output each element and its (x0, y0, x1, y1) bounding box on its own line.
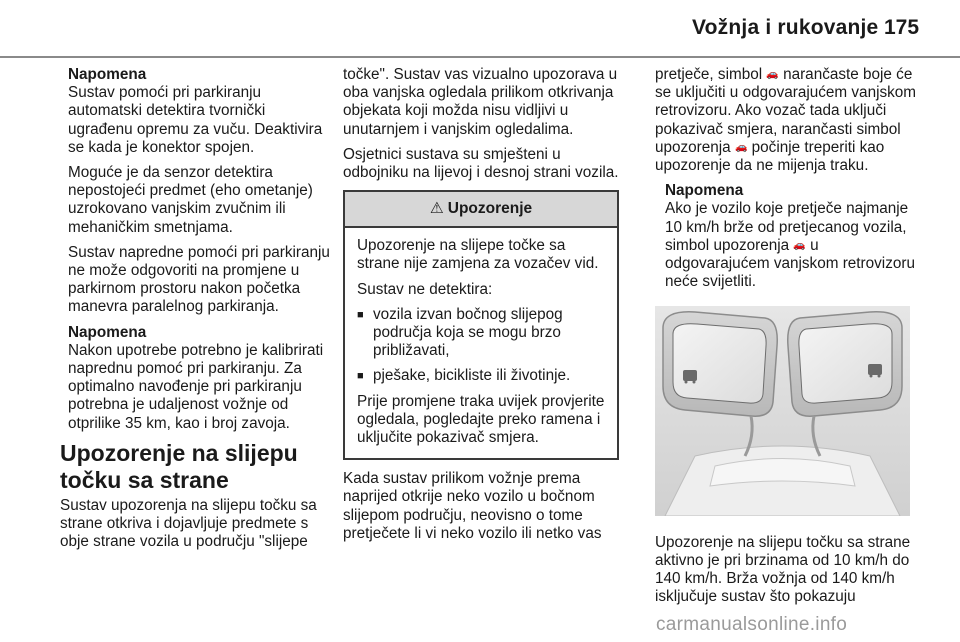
mirrors-illustration (655, 306, 910, 516)
paragraph: pretječe, simbol 🚗 narančaste boje će se uključiti u odgovarajućem vanjskom retrovizoru. Ako vozač tada uključi pokazivač smjera, narančasti simbol upozorenja 🚗 počinje treperiti kao upozorenje da ne mijenja traku. (655, 66, 917, 175)
bullet-text: vozila izvan bočnog slijepog područja koja se mogu brzo približavati, (373, 305, 563, 360)
warning-icon: ⚠ (429, 200, 444, 218)
paragraph: Moguće je da senzor detektira nepostojeći predmet (eho ometanje) uzrokovano vanjskim zvučnim ili mehaničkim smetnjama. (68, 164, 313, 236)
note-text: Ako je vozilo koje pretječe najmanje 10 km/h brže od pretjecanog vozila, simbol upozorenja 🚗 u odgovarajućem vanjskom retrovizoru neće svijetliti. (665, 200, 915, 291)
paragraph: Kada sustav prilikom vožnje prema naprijed otkrije neko vozilo u bočnom slijepom području, neovisno o tome pretječete li vi neko vozilo ili netko vas (343, 470, 602, 542)
warning-bullet (357, 306, 607, 361)
warning-paragraph: Upozorenje na slijepe točke sa strane nije zamjena za vozačev vid. (357, 237, 599, 273)
blind-spot-car-icon: 🚗 (793, 239, 806, 251)
header-rule (0, 56, 960, 58)
right-mirror-glass (799, 324, 892, 403)
note-text: Nakon upotrebe potrebno je kalibrirati naprednu pomoć pri parkiranju. Za optimalno navođenje pri parkiranju potrebna je udaljenost vožnje od otprilike 35 km, kao i broj zavoja. (68, 341, 324, 432)
column-middle (343, 66, 621, 550)
warning-title: Upozorenje (447, 200, 533, 218)
warning-bullet (357, 367, 607, 385)
paragraph: Upozorenje na slijepu točku sa strane aktivno je pri brzinama od 10 km/h do 140 km/h. Brža vožnja od 140 km/h isključuje sustav što pokazuju (655, 533, 911, 606)
column-left (60, 66, 330, 558)
column-right (655, 66, 925, 613)
note-heading: Napomena (68, 66, 147, 83)
paragraph: Osjetnici sustava su smješteni u odbojniku na lijevoj i desnoj strani vozila. (343, 145, 619, 182)
bullet-text: pješake, bicikliste ili životinje. (373, 367, 571, 385)
page-header-title: Vožnja i rukovanje (692, 16, 879, 39)
note-heading: Napomena (68, 323, 147, 341)
right-blind-spot-symbol (868, 364, 882, 375)
warning-header (345, 192, 617, 228)
bullet-square-icon: ■ (357, 370, 364, 383)
left-blind-spot-symbol (683, 370, 697, 381)
note (665, 182, 925, 291)
warning-body (345, 228, 617, 458)
paragraph: točke". Sustav vas vizualno upozorava u oba vanjska ogledala prilikom otkrivanja objekata koji možda nisu vidljivi u unutarnjem i vanjskim ogledalima. (343, 66, 618, 138)
note-text: Sustav pomoći pri parkiranju automatski detektira tvornički ugrađenu opremu za vuču. Deaktivira se kada je konektor spojen. (68, 84, 323, 156)
warning-paragraph: Sustav ne detektira: (357, 280, 493, 298)
watermark-text: carmanualsonline.info (656, 614, 848, 635)
bullet-square-icon: ■ (357, 308, 364, 321)
section-paragraph: Sustav upozorenja na slijepu točku sa strane otkriva i dojavljuje predmete s obje strane vozila u području "slijepe (60, 496, 317, 551)
warning-box (343, 190, 619, 460)
left-mirror-glass (673, 324, 766, 403)
page-number: 175 (884, 16, 920, 39)
note-heading: Napomena (665, 182, 744, 200)
warning-paragraph: Prije promjene traka uvijek provjerite ogledala, pogledajte preko ramena i uključite pokazivač smjera. (357, 392, 605, 447)
paragraph: Sustav napredne pomoći pri parkiranju ne može odgovoriti na promjene u parkirnom prostoru nakon početka manevra paralelnog parkiranja. (68, 243, 330, 316)
blind-spot-car-icon: 🚗 (734, 141, 748, 153)
blind-spot-car-icon: 🚗 (766, 69, 779, 80)
section-title: Upozorenje na slijepu točku sa strane (60, 439, 298, 493)
